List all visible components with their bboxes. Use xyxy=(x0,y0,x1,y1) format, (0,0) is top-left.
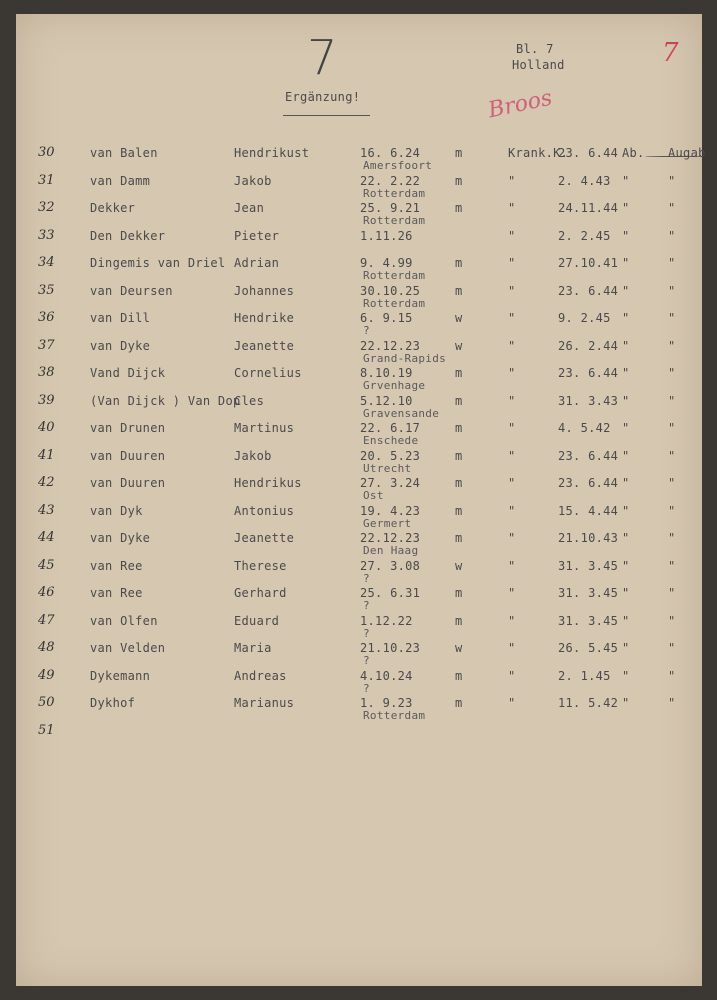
cell-sex: m xyxy=(455,586,463,600)
row-number: 32 xyxy=(38,200,55,215)
cell-date: 1. 9.23 xyxy=(360,696,413,710)
cell-date: 25. 9.21 xyxy=(360,201,421,215)
cell-cat: " xyxy=(508,421,516,435)
cell-date: 9. 4.99 xyxy=(360,256,413,270)
cell-date: 5.12.10 xyxy=(360,393,413,408)
cell-cat: " xyxy=(508,641,516,655)
cell-date: 22.12.23 xyxy=(360,338,421,353)
cell-rem2: Augab xyxy=(668,146,706,160)
cell-birthplace: Rotterdam xyxy=(363,296,426,310)
cell-date2: 26. 5.45 xyxy=(558,641,619,655)
cell-rem2: " xyxy=(668,201,676,215)
cell-date: 22. 2.22 xyxy=(360,173,421,188)
cell-last: van Balen xyxy=(90,146,158,160)
cell-first: Gerhard xyxy=(234,586,287,600)
cell-rem1: " xyxy=(622,503,630,518)
cell-first: Antonius xyxy=(234,503,295,518)
row-number: 43 xyxy=(38,502,55,518)
cell-rem2: " xyxy=(668,448,676,463)
row-number: 38 xyxy=(38,365,55,380)
cell-cat: " xyxy=(508,366,516,380)
cell-birthplace: Enschede xyxy=(363,434,419,447)
row-number: 35 xyxy=(38,282,55,298)
cell-date: 27. 3.24 xyxy=(360,476,421,490)
cell-date2: 23. 6.44 xyxy=(558,366,619,380)
cell-rem1: " xyxy=(622,366,630,380)
cell-rem1: " xyxy=(622,448,630,463)
cell-rem1: Ab. xyxy=(622,146,645,160)
row-number: 47 xyxy=(38,612,55,628)
row-number: 45 xyxy=(38,557,55,573)
cell-date2: 21.10.43 xyxy=(558,531,619,545)
cell-birthplace: Ost xyxy=(363,489,384,502)
row-number: 44 xyxy=(38,530,55,545)
page-mark: 7 xyxy=(307,30,338,86)
cell-cat: " xyxy=(508,338,516,353)
cell-sex: m xyxy=(455,173,463,188)
cell-birthplace: Rotterdam xyxy=(363,186,426,200)
cell-birthplace: Rotterdam xyxy=(363,214,426,227)
red-stamp: Broos xyxy=(486,85,555,124)
cell-last: Vand Dijck xyxy=(90,366,166,380)
cell-rem2: " xyxy=(668,311,676,325)
row-number: 51 xyxy=(38,722,55,738)
cell-date2: 31. 3.45 xyxy=(558,613,619,628)
cell-birthplace: ? xyxy=(363,571,370,585)
cell-rem1: " xyxy=(622,558,630,573)
cell-rem2: " xyxy=(668,338,676,353)
cell-cat: " xyxy=(508,393,516,408)
cell-rem1: " xyxy=(622,696,630,710)
cell-last: van Dyk xyxy=(90,503,143,518)
cell-birthplace: Den Haag xyxy=(363,544,419,557)
cell-cat: " xyxy=(508,503,516,518)
cell-date: 30.10.25 xyxy=(360,283,421,298)
cell-rem2: " xyxy=(668,613,676,628)
cell-sex: m xyxy=(455,393,463,408)
cell-date: 1.11.26 xyxy=(360,228,413,243)
cell-date2: 24.11.44 xyxy=(558,201,619,215)
row-number: 41 xyxy=(38,447,55,463)
row-number: 37 xyxy=(38,337,55,353)
cell-last: Dykemann xyxy=(90,668,151,683)
cell-rem2: " xyxy=(668,586,676,600)
cell-rem1: " xyxy=(622,641,630,655)
cell-date: 19. 4.23 xyxy=(360,503,421,518)
cell-rem1: " xyxy=(622,421,630,435)
cell-date: 25. 6.31 xyxy=(360,586,421,600)
cell-rem2: " xyxy=(668,531,676,545)
cell-rem1: " xyxy=(622,201,630,215)
cell-rem1: " xyxy=(622,668,630,683)
cell-rem2: " xyxy=(668,668,676,683)
cell-first: Hendrikus xyxy=(234,476,302,490)
cell-rem1: " xyxy=(622,311,630,325)
cell-date2: 2. 4.43 xyxy=(558,173,611,188)
cell-sex: w xyxy=(455,338,463,353)
cell-date2: 31. 3.45 xyxy=(558,586,619,600)
row-number: 31 xyxy=(38,172,55,188)
cell-rem1: " xyxy=(622,531,630,545)
cell-date2: 23. 6.44 xyxy=(558,283,619,298)
cell-last: van Duuren xyxy=(90,448,166,463)
cell-birthplace: ? xyxy=(363,681,370,695)
cell-cat: " xyxy=(508,283,516,298)
cell-first: Maria xyxy=(234,641,272,655)
cell-last: (Van Dijck ) Van Dop xyxy=(90,393,241,408)
cell-last: Den Dekker xyxy=(90,228,166,243)
cell-date: 1.12.22 xyxy=(360,613,413,628)
cell-last: van Dill xyxy=(90,311,151,325)
cell-first: Jeanette xyxy=(234,338,295,353)
cell-first: Jean xyxy=(234,201,265,215)
cell-sex: m xyxy=(455,696,463,710)
title-underline xyxy=(283,115,370,116)
cell-rem1: " xyxy=(622,586,630,600)
cell-sex: m xyxy=(455,366,463,380)
cell-date2: 23. 6.44 xyxy=(558,476,619,490)
cell-last: van Dyke xyxy=(90,338,151,353)
cell-sex: m xyxy=(455,476,463,490)
cell-date: 4.10.24 xyxy=(360,668,413,683)
cell-date: 22. 6.17 xyxy=(360,421,421,435)
cell-date2: 23. 6.44 xyxy=(558,448,619,463)
row-number: 30 xyxy=(38,145,55,160)
cell-cat: " xyxy=(508,476,516,490)
cell-sex: m xyxy=(455,421,463,435)
cell-date2: 4. 5.42 xyxy=(558,421,611,435)
cell-sex: m xyxy=(455,283,463,298)
cell-rem2: " xyxy=(668,696,676,710)
cell-cat: " xyxy=(508,531,516,545)
cell-birthplace: ? xyxy=(363,654,370,667)
cell-rem2: " xyxy=(668,366,676,380)
cell-rem1: " xyxy=(622,338,630,353)
cell-last: van Duuren xyxy=(90,476,166,490)
cell-cat: " xyxy=(508,696,516,710)
cell-date: 22.12.23 xyxy=(360,531,421,545)
cell-last: van Olfen xyxy=(90,613,158,628)
cell-sex: w xyxy=(455,311,463,325)
cell-last: van Ree xyxy=(90,558,143,573)
cell-rem2: " xyxy=(668,256,676,270)
cell-sex: w xyxy=(455,641,463,655)
cell-last: van Velden xyxy=(90,641,166,655)
cell-last: van Dyke xyxy=(90,531,151,545)
country-label: Holland xyxy=(512,58,565,72)
cell-birthplace: Amersfoort xyxy=(363,159,433,172)
cell-first: Hendrike xyxy=(234,311,295,325)
cell-date2: 2. 2.45 xyxy=(558,228,611,243)
cell-first: Jakob xyxy=(234,448,272,463)
cell-birthplace: Gravensande xyxy=(363,406,440,420)
cell-first: Adrian xyxy=(234,256,280,270)
cell-cat: " xyxy=(508,558,516,573)
row-number: 33 xyxy=(38,227,55,243)
cell-first: Therese xyxy=(234,558,287,573)
cell-date2: 2. 1.45 xyxy=(558,668,611,683)
cell-rem1: " xyxy=(622,256,630,270)
cell-birthplace: ? xyxy=(363,626,370,640)
cell-rem1: " xyxy=(622,228,630,243)
cell-birthplace: Rotterdam xyxy=(363,269,426,282)
cell-first: Cles xyxy=(234,393,265,408)
cell-sex: m xyxy=(455,201,463,215)
row-number: 48 xyxy=(38,640,55,655)
cell-rem2: " xyxy=(668,421,676,435)
cell-rem2: " xyxy=(668,503,676,518)
cell-rem2: " xyxy=(668,173,676,188)
cell-sex: m xyxy=(455,531,463,545)
cell-date2: 11. 5.42 xyxy=(558,696,619,710)
cell-cat: Krank.K. xyxy=(508,146,569,160)
cell-cat: " xyxy=(508,448,516,463)
cell-last: Dykhof xyxy=(90,696,136,710)
cell-cat: " xyxy=(508,228,516,243)
row-number: 50 xyxy=(38,695,55,710)
cell-date2: 31. 3.43 xyxy=(558,393,619,408)
document-title: Ergänzung! xyxy=(285,90,361,104)
cell-rem2: " xyxy=(668,393,676,408)
row-number: 40 xyxy=(38,420,55,435)
cell-sex: m xyxy=(455,668,463,683)
cell-birthplace: Utrecht xyxy=(363,461,412,475)
row-number: 49 xyxy=(38,667,55,683)
cell-sex: m xyxy=(455,613,463,628)
row-number: 46 xyxy=(38,585,55,600)
cell-sex: m xyxy=(455,256,463,270)
cell-rem1: " xyxy=(622,613,630,628)
cell-date2: 26. 2.44 xyxy=(558,338,619,353)
cell-birthplace: Grvenhage xyxy=(363,379,426,392)
cell-date: 16. 6.24 xyxy=(360,146,421,160)
cell-first: Jakob xyxy=(234,173,272,188)
cell-sex: w xyxy=(455,558,463,573)
cell-birthplace: Grand-Rapids xyxy=(363,351,447,365)
cell-first: Andreas xyxy=(234,668,287,683)
cell-first: Pieter xyxy=(234,228,280,243)
cell-rem2: " xyxy=(668,641,676,655)
cell-birthplace: ? xyxy=(363,324,370,337)
cell-rem2: " xyxy=(668,283,676,298)
cell-date: 8.10.19 xyxy=(360,366,413,380)
sheet-number: Bl. 7 xyxy=(516,42,554,56)
cell-first: Cornelius xyxy=(234,366,302,380)
red-page-mark: 7 xyxy=(662,38,679,68)
cell-cat: " xyxy=(508,668,516,683)
row-number: 39 xyxy=(38,392,55,408)
cell-rem1: " xyxy=(622,393,630,408)
cell-sex: m xyxy=(455,503,463,518)
cell-date: 21.10.23 xyxy=(360,641,421,655)
cell-date2: 31. 3.45 xyxy=(558,558,619,573)
cell-date: 6. 9.15 xyxy=(360,311,413,325)
row-number: 42 xyxy=(38,475,55,490)
cell-cat: " xyxy=(508,311,516,325)
cell-cat: " xyxy=(508,613,516,628)
cell-last: van Drunen xyxy=(90,421,166,435)
cell-first: Eduard xyxy=(234,613,280,628)
cell-last: van Deursen xyxy=(90,283,173,298)
cell-date2: 27.10.41 xyxy=(558,256,619,270)
cell-last: Dingemis van Driel xyxy=(90,256,226,270)
cell-date2: 15. 4.44 xyxy=(558,503,619,518)
cell-last: van Ree xyxy=(90,586,143,600)
row-number: 34 xyxy=(38,255,55,270)
cell-rem1: " xyxy=(622,476,630,490)
cell-first: Johannes xyxy=(234,283,295,298)
cell-first: Marianus xyxy=(234,696,295,710)
cell-cat: " xyxy=(508,586,516,600)
cell-rem2: " xyxy=(668,476,676,490)
cell-rem1: " xyxy=(622,173,630,188)
cell-rem2: " xyxy=(668,558,676,573)
cell-first: Martinus xyxy=(234,421,295,435)
row-number: 36 xyxy=(38,310,55,325)
cell-sex: m xyxy=(455,146,463,160)
cell-first: Jeanette xyxy=(234,531,295,545)
cell-date: 20. 5.23 xyxy=(360,448,421,463)
cell-last: van Damm xyxy=(90,173,151,188)
cell-first: Hendrikust xyxy=(234,146,310,160)
cell-birthplace: Germert xyxy=(363,516,412,530)
cell-cat: " xyxy=(508,201,516,215)
cell-rem2: " xyxy=(668,228,676,243)
cell-rem1: " xyxy=(622,283,630,298)
cell-birthplace: Rotterdam xyxy=(363,709,426,722)
cell-date2: 23. 6.44 xyxy=(558,146,619,160)
cell-cat: " xyxy=(508,173,516,188)
cell-cat: " xyxy=(508,256,516,270)
cell-date: 27. 3.08 xyxy=(360,558,421,573)
cell-date2: 9. 2.45 xyxy=(558,311,611,325)
cell-last: Dekker xyxy=(90,201,136,215)
cell-birthplace: ? xyxy=(363,599,370,612)
cell-sex: m xyxy=(455,448,463,463)
